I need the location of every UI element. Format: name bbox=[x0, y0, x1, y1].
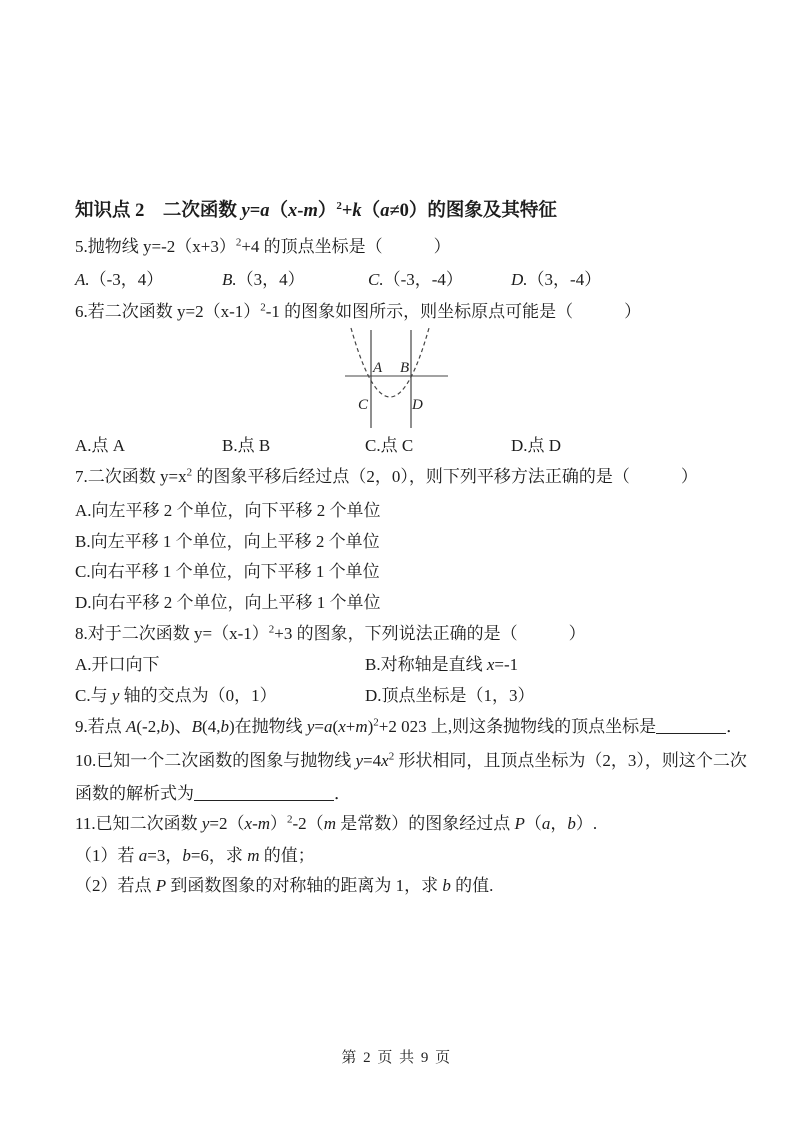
figure-label-b: B bbox=[400, 360, 410, 376]
option-b: B.（3，4） bbox=[222, 270, 305, 289]
question-5-stem: 5.抛物线 $y=-2(x+3)^2+4$ 的顶点坐标是（ ） bbox=[75, 236, 451, 256]
page-number-footer: 第 2 页 共 9 页 bbox=[341, 1050, 452, 1066]
parabola-figure bbox=[343, 325, 455, 431]
option-b: B.点 B bbox=[222, 436, 271, 455]
option-d: D.顶点坐标是（1，3） bbox=[365, 686, 535, 705]
option-c: C.点 C bbox=[365, 436, 414, 455]
option-d: D.（3，-4） bbox=[511, 270, 602, 289]
question-10-stem-line1: 10.已知一个二次函数的图象与抛物线 $y=4x^2$ 形状相同，且顶点坐标为（2，3），则这个二次 bbox=[75, 750, 747, 770]
question-11-part2: （2）若点 P 到函数图象的对称轴的距离为 1，求 b 的值. bbox=[75, 876, 494, 895]
option-c: C.（-3，-4） bbox=[368, 270, 463, 289]
section-heading: 知识点 2 二次函数 $y=a(x-m)^2+k(a\ne 0)$的图象及其特征 bbox=[75, 199, 557, 221]
option-a: A.开口向下 bbox=[75, 655, 160, 674]
question-7-option-d: D.向右平移 2 个单位，向上平移 1 个单位 bbox=[75, 593, 381, 612]
question-11-stem: 11.已知二次函数 $y=2(x-m)^2-2(m$ 是常数）的图象经过点 P（a，b）. bbox=[75, 813, 598, 833]
figure-label-c: C bbox=[358, 397, 369, 413]
question-6-stem: 6.若二次函数 $y=2(x-1)^2-1$ 的图象如图所示，则坐标原点可能是（ ） bbox=[75, 301, 642, 321]
option-c: C.与 y 轴的交点为（0，1） bbox=[75, 686, 277, 705]
option-d: D.点 D bbox=[511, 436, 562, 455]
question-5-options bbox=[75, 264, 753, 295]
option-a: A.（-3，4） bbox=[75, 270, 164, 289]
question-9-stem: 9.若点 A(-2,b)、B(4,b)在抛物线 $y=a(x+m)^2+2$ 023 上,则这条抛物线的顶点坐标是 ． bbox=[75, 716, 744, 736]
figure-label-d: D bbox=[412, 397, 423, 413]
question-7-option-c: C.向右平移 1 个单位，向下平移 1 个单位 bbox=[75, 562, 380, 581]
parabola-curve bbox=[351, 328, 429, 397]
question-11-part1: （1）若 a=3，b=6，求 m 的值； bbox=[75, 846, 315, 865]
figure-label-a: A bbox=[373, 360, 383, 376]
question-7-option-a: A.向左平移 2 个单位，向下平移 2 个单位 bbox=[75, 501, 381, 520]
question-10-stem-line2: 函数的解析式为 ． bbox=[75, 784, 351, 803]
question-7-option-b: B.向左平移 1 个单位，向上平移 2 个单位 bbox=[75, 532, 380, 551]
question-8-options-row1 bbox=[75, 649, 753, 680]
answer-blank bbox=[656, 718, 726, 734]
option-a: A.点 A bbox=[75, 436, 126, 455]
question-6-options bbox=[75, 430, 753, 461]
answer-blank bbox=[194, 785, 334, 801]
question-8-options-row2 bbox=[75, 680, 753, 711]
question-8-stem: 8.对于二次函数 $y=(x-1)^2+3$ 的图象，下列说法正确的是（ ） bbox=[75, 623, 586, 643]
question-7-stem: 7.二次函数 $y=x^2$ 的图象平移后经过点（2，0），则下列平移方法正确的是（ ） bbox=[75, 466, 698, 486]
option-b: B.对称轴是直线 x=-1 bbox=[365, 655, 519, 674]
